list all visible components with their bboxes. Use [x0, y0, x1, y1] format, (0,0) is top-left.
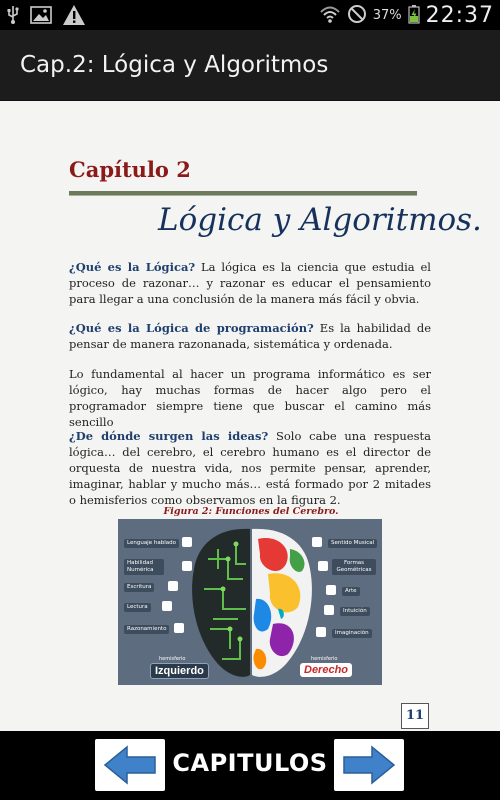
label-numeric-ability: Habilidad Numérica [124, 559, 164, 575]
art-icon [326, 585, 336, 595]
page-number: 11 [401, 703, 429, 729]
paragraph-programming-logic [69, 320, 431, 352]
figure-caption: Figura 2: Funciones del Cerebro. [163, 506, 339, 517]
chapter-heading: Capítulo 2 [69, 157, 191, 182]
app-title: Cap.2: Lógica y Algoritmos [20, 52, 329, 78]
battery-percent: 37% [372, 8, 402, 23]
label-reading: Lectura [124, 603, 151, 612]
paragraph-logic [69, 259, 431, 307]
arrow-right-icon [334, 739, 404, 791]
shapes-icon [318, 561, 328, 571]
mute-icon [347, 4, 367, 28]
writing-icon [168, 581, 178, 591]
app-bar [0, 30, 500, 102]
speech-icon [182, 537, 192, 547]
music-icon [312, 537, 322, 547]
bottom-navigation [0, 731, 500, 800]
question-heading: ¿Qué es la Lógica de programación? [69, 321, 314, 335]
label-art: Arte [342, 587, 360, 596]
numbers-icon [182, 561, 192, 571]
wifi-icon [319, 4, 341, 28]
chapters-button[interactable]: CAPITULOS [172, 749, 328, 777]
next-page-button[interactable] [334, 739, 404, 791]
usb-icon [6, 5, 20, 29]
right-hemisphere-small: hemisferio [311, 656, 338, 662]
reading-icon [162, 601, 172, 611]
status-bar [0, 0, 500, 30]
paragraph-fundamentals [69, 366, 431, 430]
imagination-icon [316, 627, 326, 637]
reasoning-icon [174, 623, 184, 633]
paragraph-text: Lo fundamental al hacer un programa informático es ser lógico, hay muchas formas de hacer algo pero el programador siempre tiene que buscar el camino más sencillo [69, 367, 431, 429]
label-spoken-language: Lenguaje hablado [124, 539, 179, 548]
question-heading: ¿De dónde surgen las ideas? [69, 429, 269, 443]
book-page[interactable] [0, 101, 500, 731]
question-heading: ¿Qué es la Lógica? [69, 260, 196, 274]
image-icon [30, 5, 52, 29]
left-hemisphere-small: hemisferio [159, 656, 186, 662]
left-hemisphere-label: Izquierdo [150, 663, 209, 679]
brain-figure [118, 519, 382, 685]
paragraph-ideas [69, 428, 431, 508]
label-reasoning: Razonamiento [124, 625, 169, 634]
clock: 22:37 [425, 3, 494, 28]
paragraph-text: Es la habilidad de pensar de manera razonanada, sistemática y ordenada. [69, 321, 432, 351]
arrow-left-icon [95, 739, 165, 791]
label-intuition: Intuición [340, 607, 370, 616]
chapter-title: Lógica y Algoritmos. [158, 202, 482, 238]
paragraph-text: La lógica es la ciencia que estudia el proceso de razonar… y razonar es educar el pensamiento para llegar a una conclusión de la manera más fácil y obvia. [69, 260, 431, 306]
battery-icon [408, 4, 420, 28]
previous-page-button[interactable] [95, 739, 165, 791]
label-writing: Escritura [124, 583, 154, 592]
intuition-icon [324, 605, 334, 615]
label-imagination: Imaginación [332, 629, 372, 638]
label-musical-sense: Sentido Musical [328, 539, 377, 548]
chapter-divider [69, 191, 417, 196]
paragraph-text: Solo cabe una respuesta lógica… del cerebro, el cerebro humano es el director de orquesta de nuestra vida, nos permite pensar, aprender, imaginar, hablar y mucho más… está formado por 2 mitades o hemisferios como observamos en la figura 2. [69, 429, 431, 507]
label-geometric-shapes: Formas Geométricas [332, 559, 376, 575]
right-hemisphere-label: Derecho [300, 663, 352, 677]
warning-icon [62, 4, 86, 30]
